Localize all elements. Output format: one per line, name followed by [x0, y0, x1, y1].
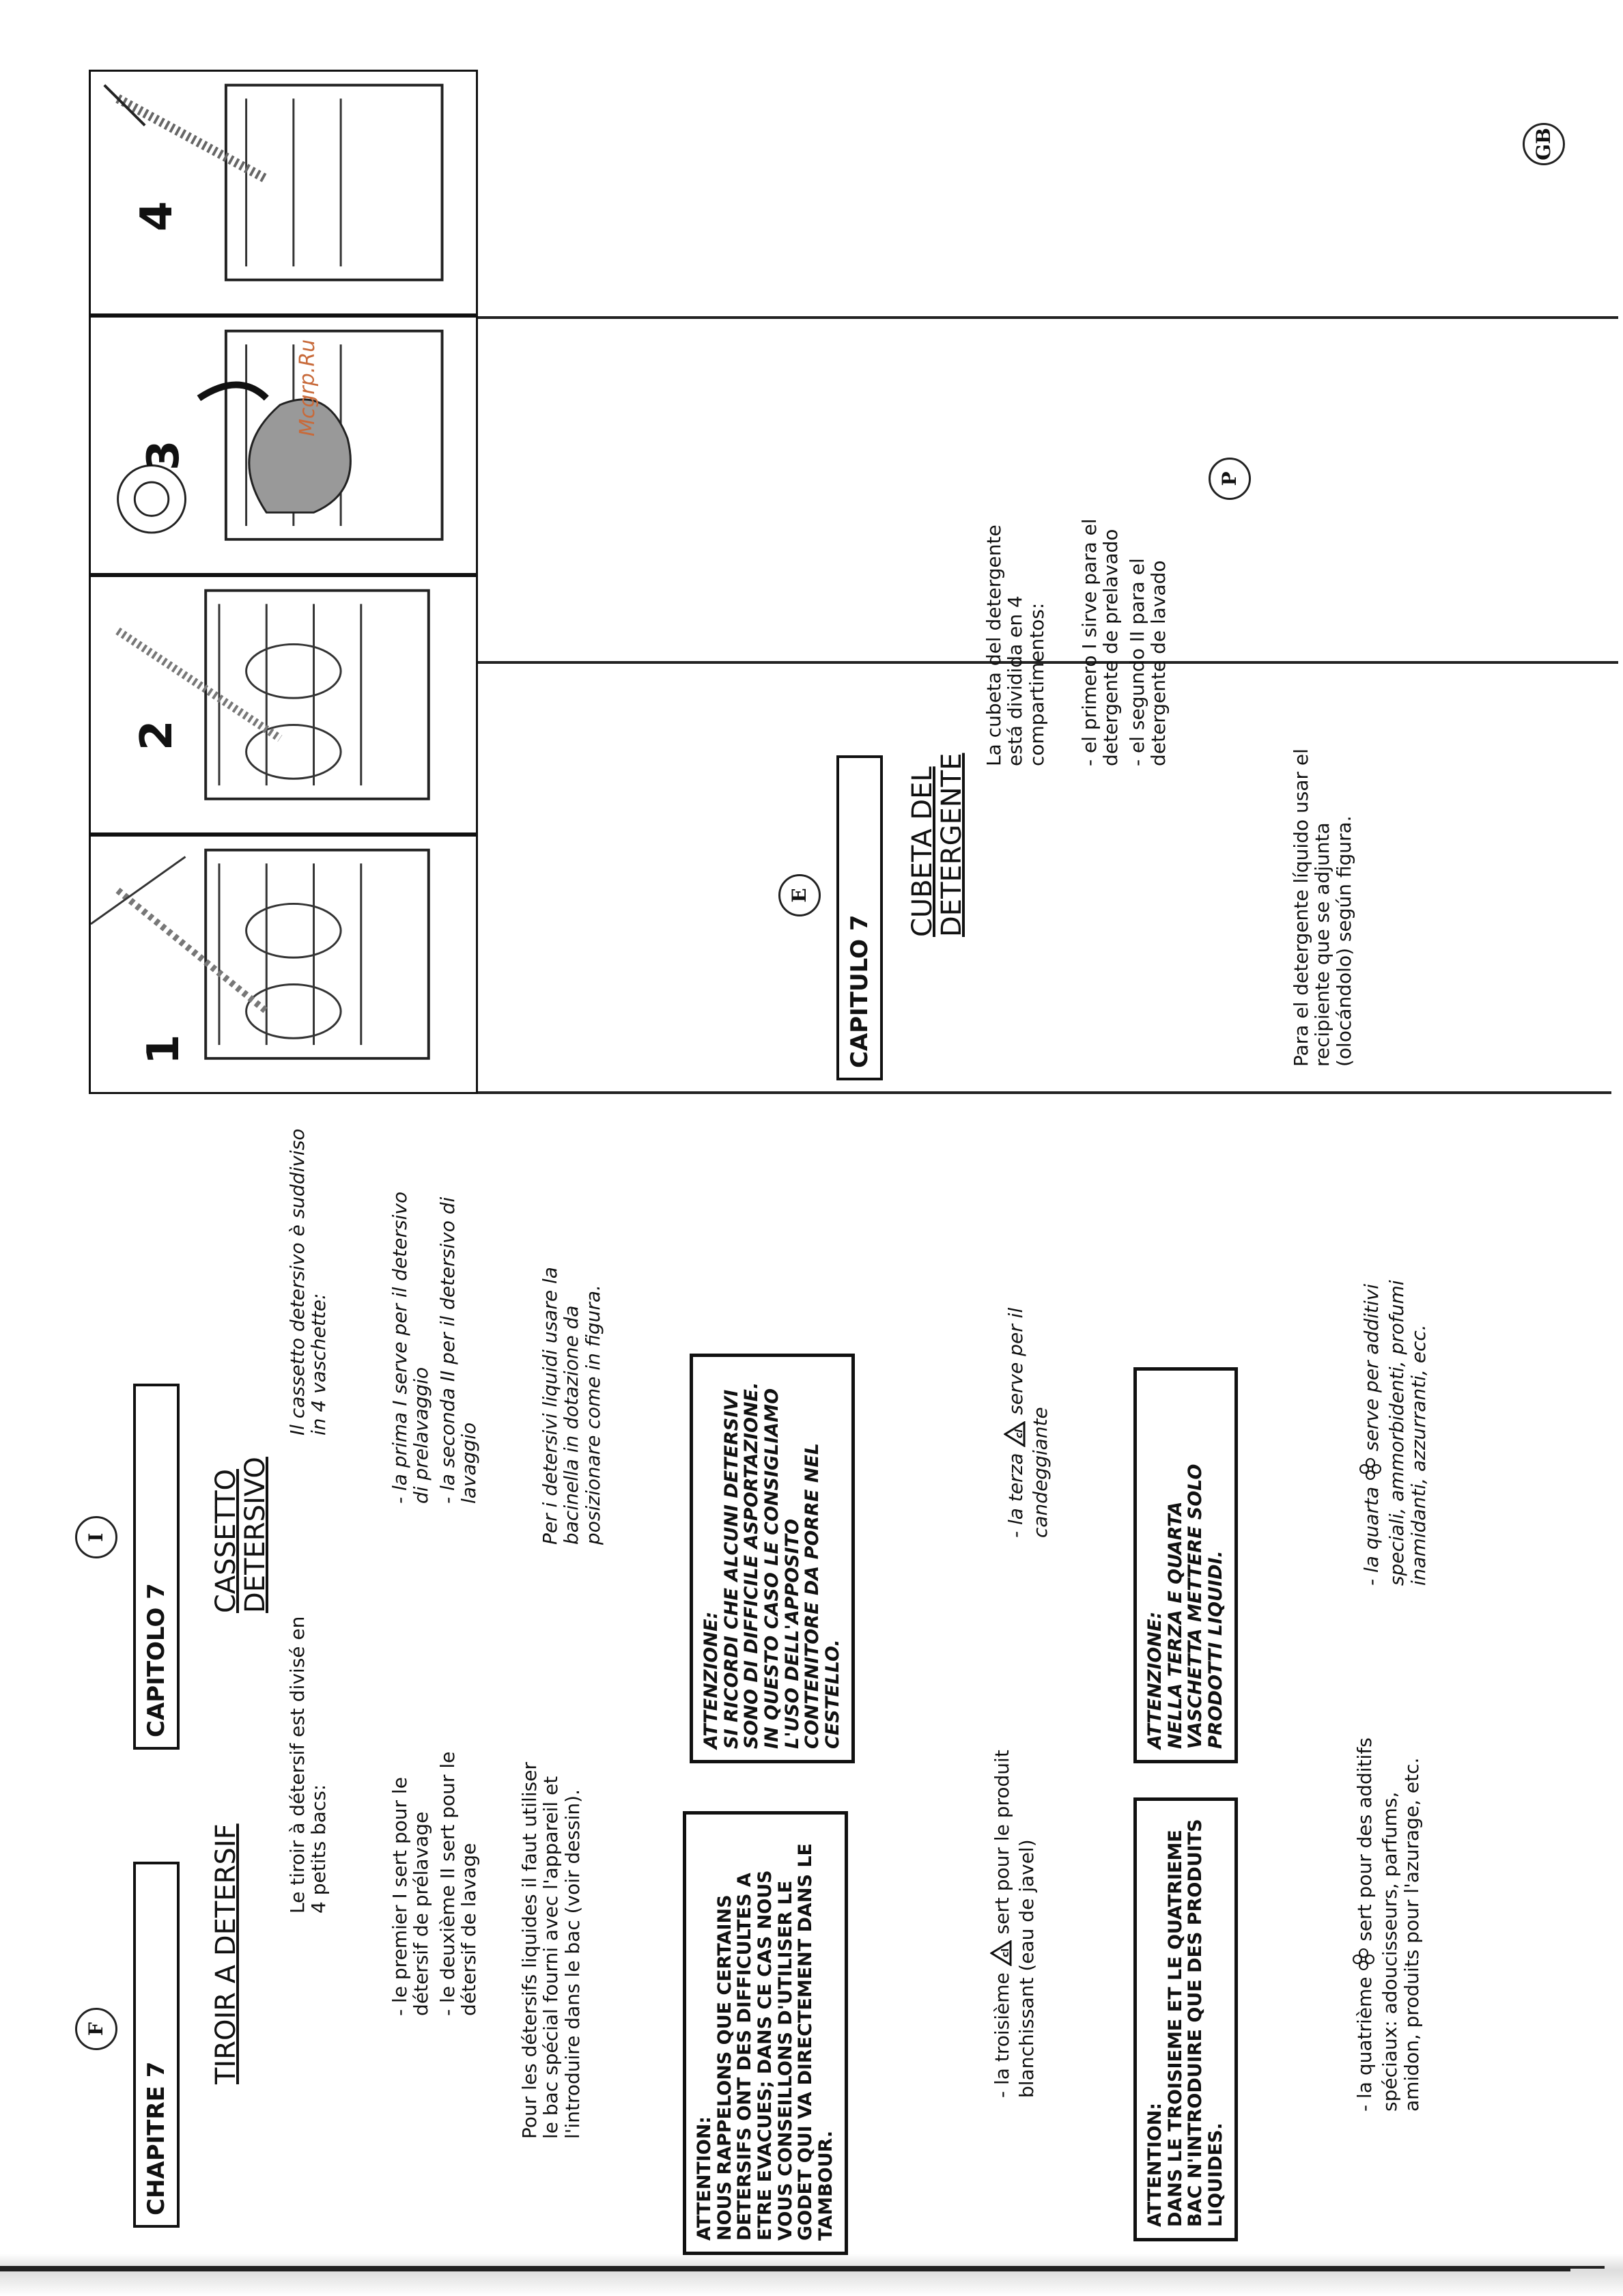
svg-text:cl: cl	[1014, 1429, 1025, 1438]
intro-es: La cubeta del detergente está dividida en 4 compartimentos:	[983, 524, 1048, 766]
third-text-fr: sert pour le produit blanchissant (eau de javel)	[991, 1750, 1039, 2098]
third-lead-fr: - la troisième	[991, 1972, 1014, 2098]
figure-3-number: 3	[139, 440, 189, 471]
item2-es: - el segundo II para el detergente de lavado	[1126, 558, 1170, 766]
item1-es: - el primero I sirve para el detergente de prelavado	[1078, 518, 1123, 766]
figure-4-number: 4	[132, 201, 182, 232]
section-title-fr: TIROIR A DETERSIF	[210, 1823, 242, 2084]
lang-badge-es: E	[778, 874, 821, 916]
es-body	[785, 677, 1623, 1074]
lang-badge-fr: F	[75, 2008, 117, 2050]
warning-2-label-it: ATTENZIONE:	[1144, 1611, 1166, 1749]
liquid-fr: Pour les détersifs liquides il faut utiliser le bac spécial fourni avec l'appareil et l'introduire dans le bac (voir dessin).	[518, 1762, 584, 2139]
warning-2-text-fr: DANS LE TROISIEME ET LE QUATRIEME BAC N'INTRODUIRE QUE DES PRODUITS LIQUIDES.	[1164, 1819, 1227, 2227]
fourth-text-fr: sert pour des additifs spéciaux: adoucisseurs, parfums, amidon, produits pour l'azurage, etc.	[1353, 1737, 1423, 2112]
third-lead-it: - la terza	[1004, 1453, 1028, 1538]
figure-1-number: 1	[139, 1034, 189, 1065]
item2-it: - la seconda II per il detersivo di lavaggio	[436, 1196, 481, 1504]
fourth-lead-it: - la quarta	[1360, 1486, 1383, 1586]
warning-2-label-fr: ATTENTION:	[1144, 2102, 1166, 2227]
chapter-label-it: CAPITOLO 7	[133, 1384, 180, 1750]
watermark: Mcgrp.Ru	[296, 339, 320, 436]
intro-it: Il cassetto detersivo è suddiviso in 4 vaschette:	[286, 1128, 330, 1436]
section-title-es: CUBETA DEL DETERGENTE	[907, 753, 968, 937]
intro-fr: Le tiroir à détersif est divisé en 4 petits bacs:	[286, 1616, 330, 1914]
item1-fr: - le premier I sert pour le détersif de prélavage	[389, 1777, 433, 2016]
lang-badge-gb: GB	[1523, 123, 1565, 165]
warning-text-it: SI RICORDI CHE ALCUNI DETERSIVI SONO DI DIFFICILE ASPORTAZIONE. IN QUESTO CASO LE CONSIGLIAMO L'USO DELL'APPOSITO CONTENITORE DA PORRE NEL CESTELLO.	[720, 1382, 844, 1749]
figure-2-number: 2	[132, 720, 182, 751]
svg-text:cl: cl	[1000, 1948, 1011, 1958]
liquid-es: Para el detergente líquido usar el recipiente que se adjunta (olocándolo) según figura.	[1290, 748, 1355, 1067]
item2-fr: - le deuxième II sert pour le détersif de lavage	[436, 1751, 481, 2016]
liquid-it: Per i detersivi liquidi usare la bacinella in dotazione da posizionare come in figura.	[539, 1267, 604, 1545]
warning-2-text-it: NELLA TERZA E QUARTA VASCHETTA METTERE SOLO PRODOTTI LIQUIDI.	[1164, 1464, 1227, 1749]
lang-badge-pt: P	[1209, 458, 1251, 500]
warning-label-it: ATTENZIONE:	[701, 1611, 722, 1749]
third-text-it: serve per il candeggiante	[1004, 1307, 1052, 1538]
section-title-it: CASSETTO DETERSIVO	[210, 1457, 272, 1613]
chapter-label-es: CAPITULO 7	[836, 755, 883, 1080]
chapter-label-fr: CHAPITRE 7	[133, 1862, 180, 2228]
warning-text-fr: NOUS RAPPELONS QUE CERTAINS DETERSIFS ONT DES DIFFICULTES A ETRE EVACUES; DANS CE CAS NOUS VOUS CONSEILLONS D'UTILISER LE GODET QUI VA DIRECTEMENT DANS LE TAMBOUR.	[714, 1843, 837, 2241]
warning-label-fr: ATTENTION:	[694, 2116, 715, 2241]
fourth-lead-fr: - la quatrième	[1353, 1976, 1377, 2112]
fourth-text-it: serve per additivi speciali, ammorbidenti, profumi inamidanti, azzurranti, ecc.	[1360, 1280, 1430, 1586]
item1-it: - la prima I serve per il detersivo di prelavaggio	[389, 1191, 433, 1504]
lang-badge-it: I	[75, 1516, 117, 1558]
